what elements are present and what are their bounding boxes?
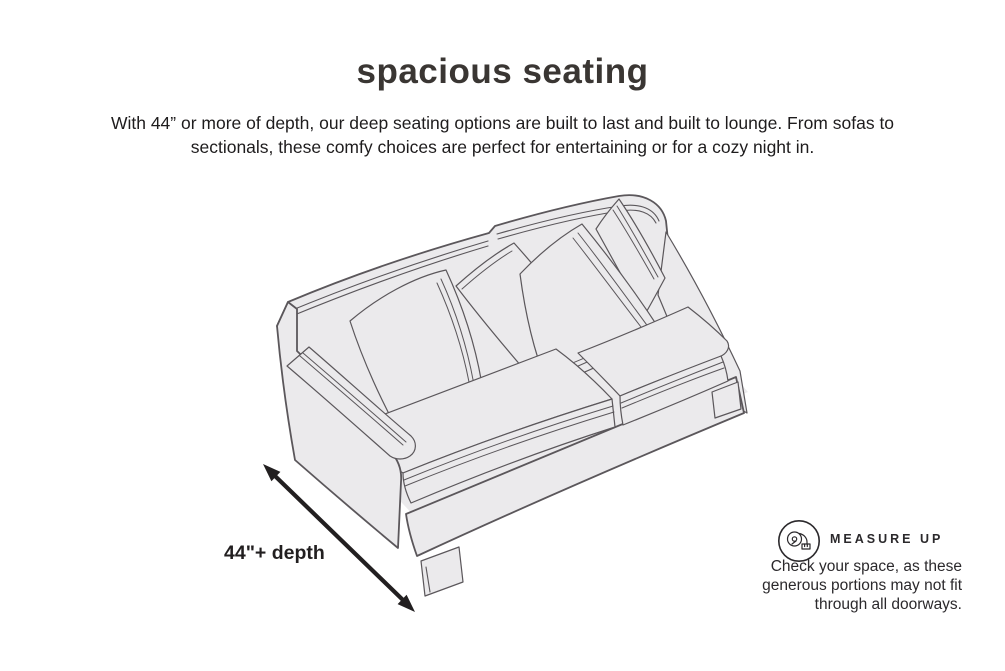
intro-paragraph: With 44” or more of depth, our deep seating options are built to last and built to lounge. From sofas to sectionals, these comfy choices are perfect for entertaining or for a cozy night in. xyxy=(110,113,895,157)
sofa-foot-front xyxy=(421,547,463,596)
measure-up-heading: MEASURE UP xyxy=(830,532,944,546)
measure-up-note: Check your space, as these generous portions may not fit through all doorways. xyxy=(762,558,962,613)
page-title: spacious seating xyxy=(356,52,649,91)
sofa-illustration xyxy=(277,195,748,596)
depth-dimension-label: 44"+ depth xyxy=(224,542,325,564)
